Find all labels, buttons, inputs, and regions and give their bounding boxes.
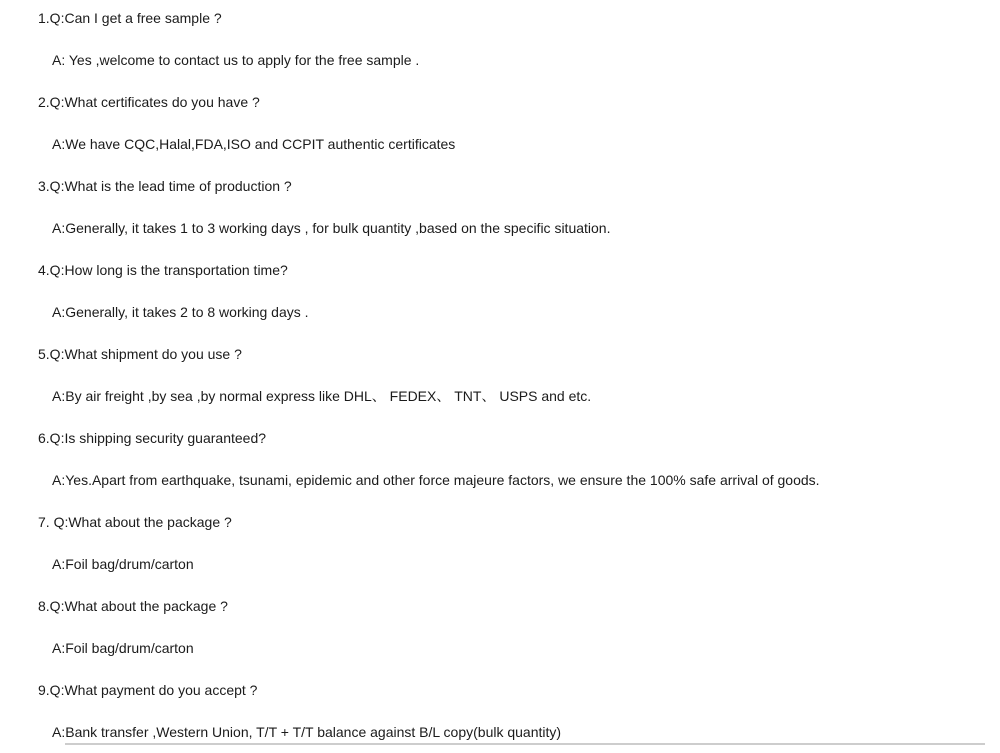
faq-answer-line: A:We have CQC,Halal,FDA,ISO and CCPIT authentic certificates <box>52 136 456 152</box>
faq-question-line: 7. Q:What about the package ? <box>38 514 232 530</box>
faq-question-line: 9.Q:What payment do you accept ? <box>38 682 258 698</box>
faq-answer-line: A:Yes.Apart from earthquake, tsunami, epidemic and other force majeure factors, we ensure the 100% safe arrival of goods. <box>52 472 820 488</box>
faq-answer-line: A:By air freight ,by sea ,by normal express like DHL、 FEDEX、 TNT、 USPS and etc. <box>52 388 592 404</box>
faq-answer-line: A:Generally, it takes 1 to 3 working days , for bulk quantity ,based on the specific situation. <box>52 220 611 236</box>
faq-question-line: 1.Q:Can I get a free sample ? <box>38 10 222 26</box>
faq-answer-line: A:Bank transfer ,Western Union, T/T + T/T balance against B/L copy(bulk quantity) <box>52 724 562 740</box>
faq-answer-line: A:Foil bag/drum/carton <box>52 556 194 572</box>
faq-answer-line: A: Yes ,welcome to contact us to apply for the free sample . <box>52 52 420 68</box>
faq-question-line: 3.Q:What is the lead time of production ? <box>38 178 292 194</box>
faq-question-line: 8.Q:What about the package ? <box>38 598 228 614</box>
faq-question-line: 4.Q:How long is the transportation time? <box>38 262 288 278</box>
bottom-divider-line <box>65 743 985 745</box>
faq-answer-line: A:Generally, it takes 2 to 8 working days . <box>52 304 309 320</box>
faq-question-line: 5.Q:What shipment do you use ? <box>38 346 242 362</box>
faq-answer-line: A:Foil bag/drum/carton <box>52 640 194 656</box>
faq-question-line: 2.Q:What certificates do you have ? <box>38 94 260 110</box>
faq-question-line: 6.Q:Is shipping security guaranteed? <box>38 430 267 446</box>
